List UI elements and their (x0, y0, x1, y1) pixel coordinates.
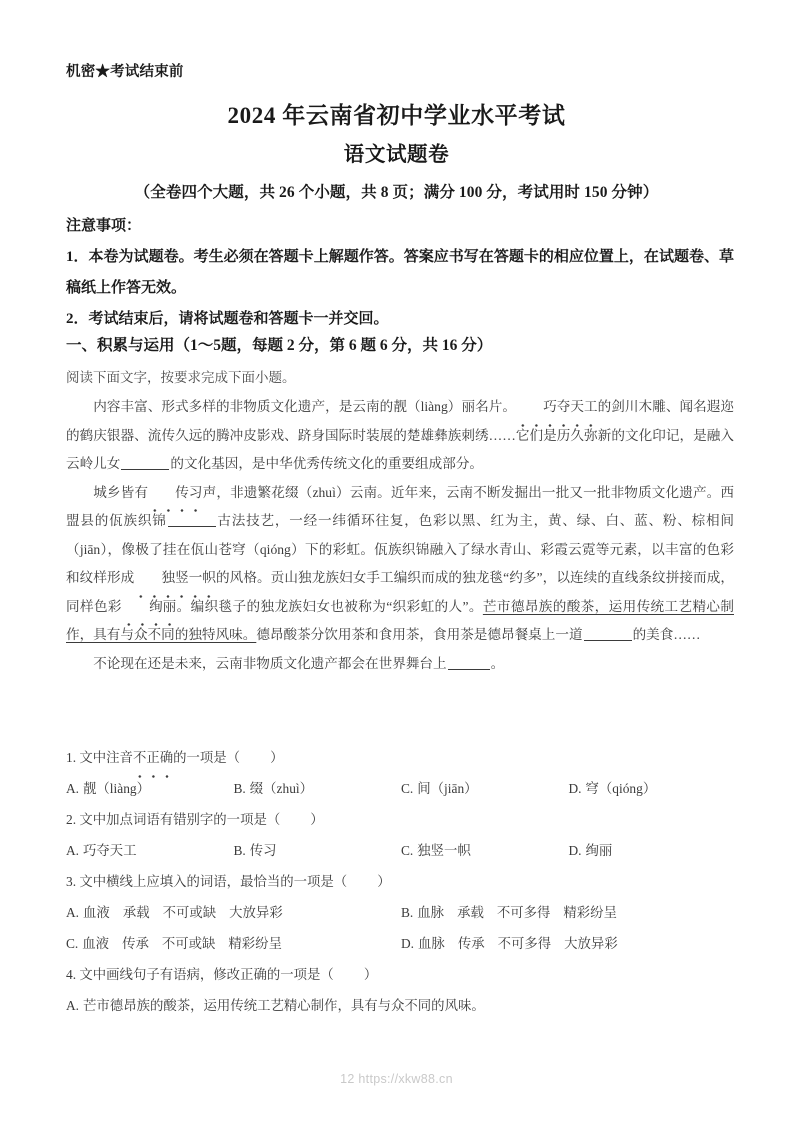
option-word: 血液 (83, 905, 110, 920)
passage-paragraph-3 (66, 650, 734, 679)
option-label: D. (401, 936, 415, 951)
passage-paragraph-1 (66, 393, 734, 479)
option-label: D. (568, 843, 582, 858)
fill-in-blank[interactable] (168, 526, 216, 527)
notice-item-2: 2．考试结束后，请将试题卷和答题卡一并交回。 (66, 311, 389, 327)
passage-text: 不论现在还是未来，云南非物质文化遗产都会在世界舞台上 (93, 655, 447, 671)
section-heading: 一、积累与运用（1～5题，每题 2 分，第 6 题 6 分，共 16 分） (66, 337, 493, 354)
option-word: 血脉 (417, 905, 445, 920)
option-text: 缀（zhuì） (249, 781, 314, 796)
question-stem-text: ） (363, 967, 378, 982)
option-c[interactable] (66, 928, 401, 959)
option-label: B. (233, 843, 246, 858)
option-label: B. (233, 781, 246, 796)
option-word: 血脉 (418, 936, 445, 951)
question-stem (66, 804, 736, 835)
option-label: B. (401, 905, 414, 920)
passage-text: 的剑川木雕、闻名遐迩的鹤庆银器、流传久远的腾冲皮影戏、跻身国际时装展的楚雄彝族刺绣……它们是历久弥新的文化印记，是融入云岭儿女 (66, 399, 734, 471)
option-row (66, 928, 736, 959)
option-text: 芒市德昂族的酸茶，运用传统工艺精心制作，具有与众不同的风味。 (83, 998, 485, 1013)
option-row (66, 835, 736, 866)
option-text: 穹（qióng） (585, 781, 657, 796)
question-stem-text: 的一项是（ (173, 750, 241, 765)
option-text: 间（jiān） (417, 781, 478, 796)
option-d[interactable] (569, 773, 737, 804)
option-b[interactable] (234, 773, 402, 804)
option-word: 不可或缺 (161, 936, 216, 951)
emphasis-dotted-phrase: 独竖一帜 (134, 564, 216, 593)
option-label: A. (66, 781, 80, 796)
option-row (66, 897, 736, 928)
fill-in-blank[interactable] (584, 640, 632, 641)
passage-body (66, 393, 734, 678)
passage-text: 。 (490, 655, 505, 671)
page-footer: 12 https://xkw88.cn (340, 1072, 453, 1086)
option-text: 巧夺天工 (83, 843, 137, 858)
option-word: 传承 (457, 936, 485, 951)
option-word: 不可多得 (497, 936, 552, 951)
passage-text: 城乡皆有 (93, 484, 149, 500)
passage-text: 的风格。贡山独龙族妇女手工编织而成的独龙毯“约多”，以连续的直线条纹拼接而成，同样色彩 (66, 570, 734, 614)
option-row (66, 990, 736, 1021)
option-word: 承载 (122, 905, 150, 920)
option-text: 传习 (249, 843, 277, 858)
option-b[interactable] (401, 897, 736, 928)
option-c[interactable] (401, 773, 569, 804)
option-text: 靓（liàng） (83, 781, 150, 796)
option-words (418, 936, 618, 951)
option-label: A. (66, 998, 80, 1013)
option-text: 绚丽 (585, 843, 613, 858)
question-stem-text: ） (310, 812, 324, 827)
emphasis-dotted-phrase: 不正确 (133, 742, 173, 773)
question-stem (66, 866, 736, 897)
question-stem-text: ） (377, 874, 391, 889)
exam-info-line: （全卷四个大题，共 26 个小题，共 8 页；满分 100 分，考试用时 150 分钟） (134, 184, 659, 201)
option-text: 独竖一帜 (417, 843, 471, 858)
option-word: 传承 (122, 936, 149, 951)
option-c[interactable] (401, 835, 569, 866)
option-a[interactable] (66, 897, 401, 928)
question-stem-text: 2. 文中加点词语有错别字的一项是（ (66, 812, 281, 827)
question-stem-text: ） (270, 750, 284, 765)
option-word: 精彩纷呈 (228, 936, 282, 951)
option-label: C. (66, 936, 79, 951)
underlined-sentence: 芒市德昂族的酸茶，运用传统工艺精心制作，具有与众不同的独特风味。 (66, 598, 734, 642)
option-word: 不可或缺 (162, 905, 217, 920)
option-words (83, 905, 283, 920)
notice-item-1: 1．本卷为试题卷。考生必须在答题卡上解题作答。答案应书写在答题卡的相应位置上，在试题卷、草稿纸上作答无效。 (66, 249, 734, 296)
option-words (417, 905, 617, 920)
option-label: C. (401, 843, 414, 858)
option-label: C. (401, 781, 414, 796)
passage-text: 的美食…… (632, 627, 701, 642)
option-label: A. (66, 843, 80, 858)
option-label: A. (66, 905, 80, 920)
option-d[interactable] (569, 835, 737, 866)
passage-paragraph-2 (66, 479, 734, 650)
option-word: 血液 (82, 936, 110, 951)
option-label: D. (568, 781, 582, 796)
option-words (82, 936, 282, 951)
passage-text: 的文化基因，是中华优秀传统文化的重要组成部分。 (170, 456, 484, 471)
question-stem (66, 742, 736, 773)
question-list (66, 742, 736, 1021)
passage-text: 声，非遗繁花缀（zhuì）云南。近年来，云南不断发掘出一批又一批非物质文化遗产。西盟县的佤族织锦 (66, 484, 735, 528)
option-word: 大放异彩 (564, 936, 618, 951)
question-stem-text: 1. 文中注音 (66, 750, 133, 765)
passage-text: 。编织毯子的独龙族妇女也被称为“织彩虹的人”。 (176, 598, 483, 614)
fill-in-blank[interactable] (448, 669, 490, 670)
notice-block (66, 211, 734, 335)
page-title: 2024 年云南省初中学业水平考试 (227, 103, 566, 128)
passage-text: 古法技艺，一经一纬循环往复，色彩以黑、红为主，黄、绿、白、蓝、粉、棕相间（jiān），像极了挂在佤山苍穹（qióng）下的彩虹。佤族织锦融入了绿水青山、彩霞云霓等元素，以丰富的色彩和纹样形成 (66, 513, 735, 585)
option-word: 大放异彩 (229, 905, 283, 920)
option-a[interactable] (66, 835, 234, 866)
secrecy-notice: 机密★考试结束前 (66, 64, 184, 80)
option-word: 承载 (457, 905, 484, 920)
option-word: 不可多得 (496, 905, 551, 920)
subject-title: 语文试题卷 (343, 144, 450, 166)
emphasis-dotted-phrase: 绚丽 (122, 593, 176, 622)
question-stem-text: 3. 文中横线上应填入的词语，最恰当的一项是（ (66, 874, 348, 889)
option-word: 精彩纷呈 (563, 905, 617, 920)
option-d[interactable] (401, 928, 736, 959)
fill-in-blank[interactable] (121, 469, 169, 470)
question-stem (66, 959, 736, 990)
passage-text: 内容丰富、形式多样的非物质文化遗产，是云南的靓（liàng）丽名片。 (93, 399, 517, 414)
notice-heading: 注意事项： (66, 218, 142, 234)
reading-instruction: 阅读下面文字，按要求完成下面小题。 (66, 370, 296, 385)
option-b[interactable] (234, 835, 402, 866)
option-a[interactable] (66, 990, 736, 1021)
question-stem-text: 4. 文中画线句子有语病，修改正确的一项是（ (66, 967, 334, 982)
emphasis-dotted-phrase: 传习 (148, 479, 202, 508)
emphasis-dotted-phrase: 巧夺天工 (516, 393, 598, 422)
passage-text: 德昂酸茶分饮用茶和食用茶，食用茶是德昂餐桌上一道 (256, 627, 583, 642)
